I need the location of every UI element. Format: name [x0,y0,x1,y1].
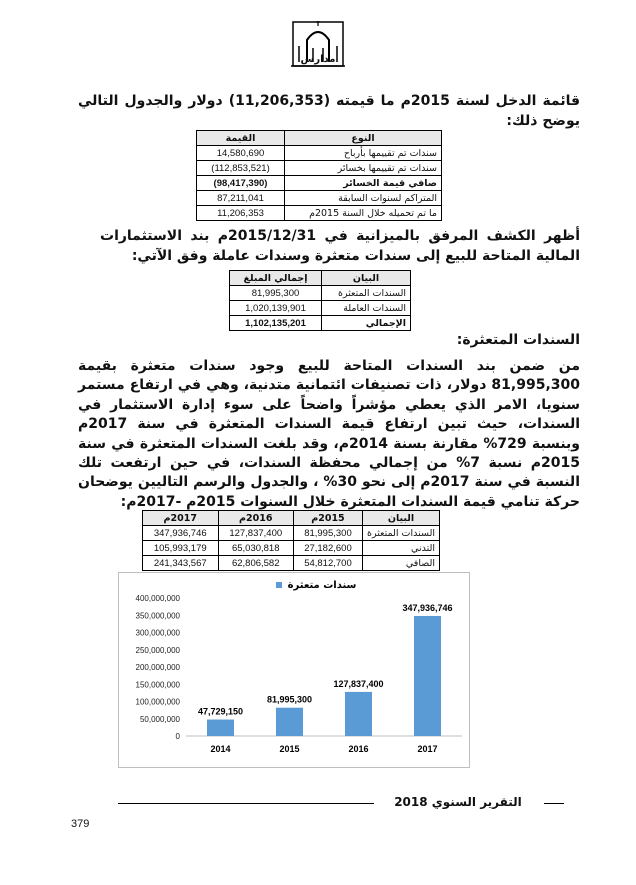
y-tick-label: 400,000,000 [135,594,180,603]
table3-header-2016: 2016م [218,511,293,526]
table3-header-2017: 2017م [143,511,219,526]
table-cell: 127,837,400 [218,526,293,541]
section-heading: السندات المتعثرة: [456,332,580,348]
y-tick-label: 250,000,000 [135,645,180,655]
footer-title: التقرير السنوي 2018 [394,795,522,809]
table-row [197,191,442,206]
table1-header-type: النوع [285,131,442,146]
data-label-2015: 81,995,300 [266,694,313,705]
table-cell: 62,806,582 [218,556,293,571]
page-number: 379 [71,818,90,830]
table-cell: ما تم تحميله خلال السنة 2015م [285,206,442,221]
y-tick-label: 50,000,000 [139,714,180,724]
table1-header-value: القيمة [197,131,285,146]
defaulted-bonds-paragraph: من ضمن بند السندات المتاحة للبيع وجود سندات متعثرة بقيمة 81,995,300 دولار، ذات تصنيفات ائتمانية متدنية، وهي في ارتفاع مستمر سنويا، الامر الذي يعطي مؤشراً واضحاً على سوء إدارة الاستثمار في السندات، حيث تبين ارتفاع قيمة السندات المتعثرة في سنة 2017م وبنسبة 729% مقارنة بسنة 2014م، وقد بلغت السندات المتعثرة في سنة 2015م نسبة 7% من إجمالي محفظة السندات، في حين ارتفعت تلك النسبة في سنة 2017م إلى نحو 30% ، والجدول والرسم التاليين يوضحان حركة تنامي قيمة السندات المتعثرة خلال السنوات 2015م -2017م: [78,358,581,510]
x-tick-label-2016: 2016 [348,744,369,754]
table-cell: 81,995,300 [293,526,362,541]
table3-header-2015: 2015م [293,511,362,526]
table-cell: 1,102,135,201 [230,316,322,331]
table-cell: 1,020,139,901 [230,301,322,316]
table-row [197,161,442,176]
table-cell: المتراكم لسنوات السابقة [285,191,442,206]
table-row [143,526,440,541]
y-tick-label: 100,000,000 [135,697,180,707]
table-cell: التدني [362,541,439,556]
table-cell: (98,417,390) [197,176,285,191]
table2-header-amount: إجمالي المبلغ [230,271,322,286]
table-cell: السندات المتعثرة [322,286,411,301]
bonds-years-table [142,510,440,571]
legend-swatch [276,582,282,588]
table-cell: 27,182,600 [293,541,362,556]
table-row [143,556,440,571]
table-cell: (112,853,521) [197,161,285,176]
table-row [197,176,442,191]
table-cell: 87,211,041 [197,191,285,206]
footer-rule-right [544,803,564,804]
defaulted-bonds-chart [118,572,470,768]
table-cell: صافي قيمة الخسائر [285,176,442,191]
table-row [197,206,442,221]
legend-label: سندات متعثرة [287,580,357,591]
y-tick-label: 300,000,000 [135,628,180,638]
bar-2015 [276,708,303,736]
table-cell: 11,206,353 [197,206,285,221]
table-cell: 54,812,700 [293,556,362,571]
table-row [230,286,411,301]
logo-text: مدارس [300,54,336,65]
table-row [143,541,440,556]
income-table [196,130,442,221]
portfolio-paragraph: أظهر الكشف المرفق بالميزانية في 2015/12/31م بند الاستثمارات المالية المتاحة للبيع إلى سندات متعثرة وسندات عاملة وفق الآتي: [100,228,581,264]
bar-2017 [414,616,441,736]
table-cell: 347,936,746 [143,526,219,541]
x-tick-label-2014: 2014 [210,744,231,754]
y-tick-label: 0 [175,732,180,741]
table-cell: 241,343,567 [143,556,219,571]
table-cell: 14,580,690 [197,146,285,161]
table-cell: 65,030,818 [218,541,293,556]
table-cell: الصافي [362,556,439,571]
y-tick-label: 350,000,000 [135,611,180,621]
data-label-2017: 347,936,746 [402,602,453,613]
footer-rule-left [118,803,374,804]
table3-header-item: البيان [362,511,439,526]
intro-paragraph: قائمة الدخل لسنة 2015م ما قيمته (11,206,353) دولار والجدول التالي يوضح ذلك: [78,93,580,129]
table-cell: 105,993,179 [143,541,219,556]
data-label-2014: 47,729,150 [197,706,244,717]
table-row [197,146,442,161]
table-cell: الإجمالي [322,316,411,331]
table-row [230,316,411,331]
table-cell: السندات المتعثرة [362,526,439,541]
y-tick-label: 150,000,000 [135,680,180,690]
table2-header-item: البيان [322,271,411,286]
bonds-summary-table [229,270,411,331]
table-cell: سندات تم تقييمها بخسائر [285,161,442,176]
x-tick-label-2017: 2017 [417,744,438,754]
y-tick-label: 200,000,000 [135,663,180,672]
table-cell: السندات العاملة [322,301,411,316]
table-row [230,301,411,316]
table-cell: 81,995,300 [230,286,322,301]
x-tick-label-2015: 2015 [279,744,300,754]
data-label-2016: 127,837,400 [333,678,384,689]
bar-2016 [345,692,372,736]
table-cell: سندات تم تقييمها بأرباح [285,146,442,161]
bar-2014 [207,720,234,736]
